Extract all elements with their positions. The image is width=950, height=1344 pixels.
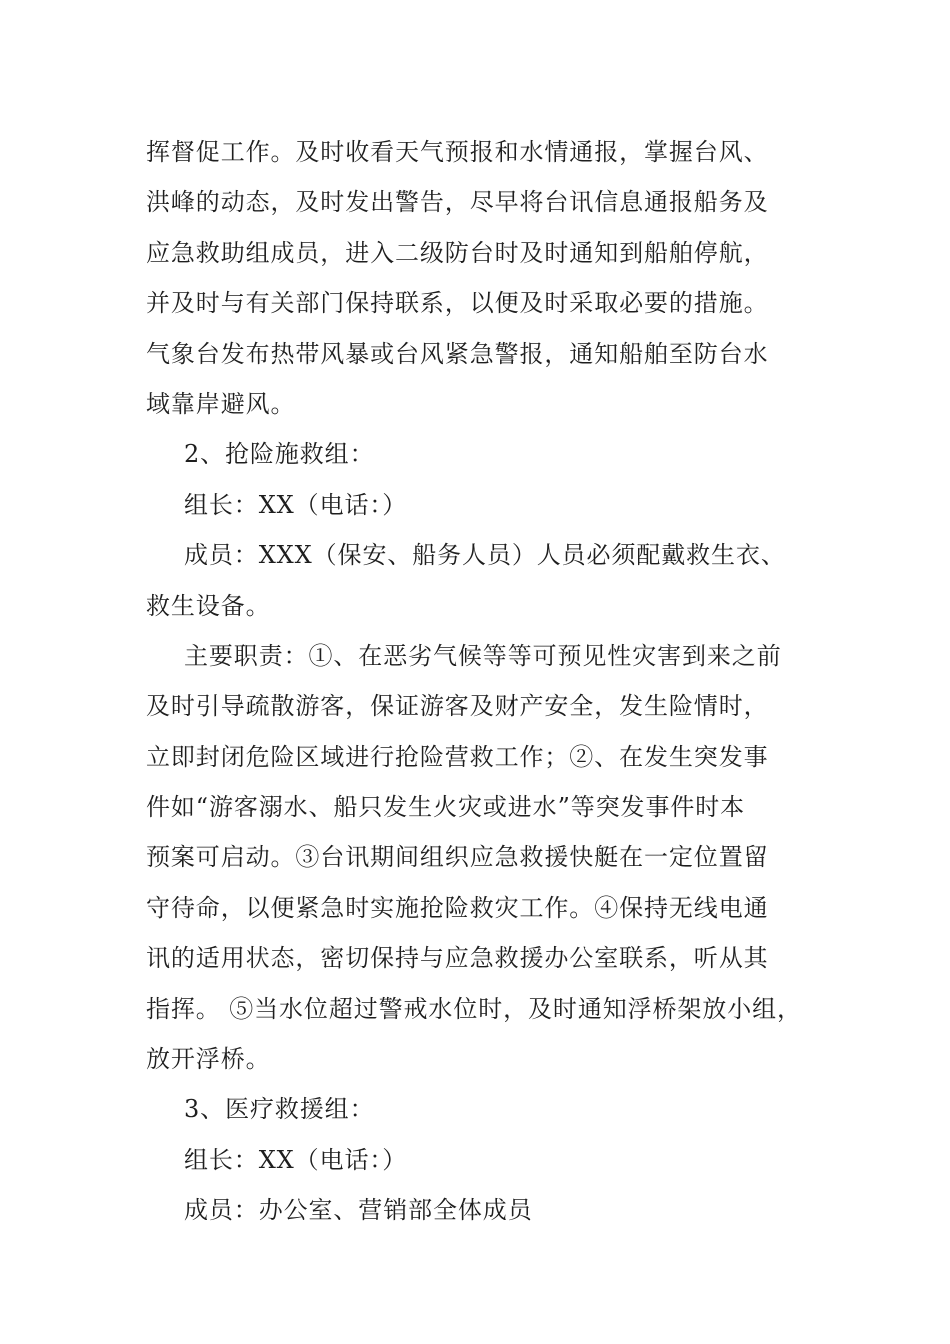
members-line: 成员：办公室、营销部全体成员 xyxy=(184,1196,533,1225)
text-line: 并及时与有关部门保持联系，以便及时采取必要的措施。 xyxy=(146,289,769,318)
leader-line: 组长：XX（电话：） xyxy=(184,1145,408,1174)
text-line: 守待命，以便紧急时实施抢险救灾工作。④保持无线电通 xyxy=(146,893,769,922)
leader-line: 组长：XX（电话：） xyxy=(184,490,408,519)
text-line: 件如“游客溺水、船只发生火灾或进水”等突发事件时本 xyxy=(146,793,746,822)
text-line: 放开浮桥。 xyxy=(146,1045,271,1074)
text-line: 洪峰的动态，及时发出警告，尽早将台讯信息通报船务及 xyxy=(146,188,769,217)
text-line: 救生设备。 xyxy=(146,591,271,620)
duties-line: 主要职责：①、在恶劣气候等等可预见性灾害到来之前 xyxy=(184,641,782,670)
text-line: 指挥。 ⑤当水位超过警戒水位时，及时通知浮桥架放小组， xyxy=(146,994,802,1023)
text-line: 气象台发布热带风暴或台风紧急警报，通知船舶至防台水 xyxy=(146,339,769,368)
text-line: 及时引导疏散游客，保证游客及财产安全，发生险情时， xyxy=(146,692,769,721)
text-line: 讯的适用状态，密切保持与应急救援办公室联系，听从其 xyxy=(146,944,769,973)
text-line: 预案可启动。③台讯期间组织应急救援快艇在一定位置留 xyxy=(146,843,769,872)
text-line: 域靠岸避风。 xyxy=(146,389,296,418)
members-line: 成员：XXX（保安、船务人员）人员必须配戴救生衣、 xyxy=(184,541,786,570)
text-line: 应急救助组成员，进入二级防台时及时通知到船舶停航， xyxy=(146,238,769,267)
document-body xyxy=(146,127,826,1236)
text-line: 挥督促工作。及时收看天气预报和水情通报，掌握台风、 xyxy=(146,138,769,166)
text-line: 立即封闭危险区域进行抢险营救工作；②、在发生突发事 xyxy=(146,742,769,771)
section-heading: 3、医疗救援组： xyxy=(184,1095,375,1124)
section-heading: 2、抢险施救组： xyxy=(184,440,375,469)
